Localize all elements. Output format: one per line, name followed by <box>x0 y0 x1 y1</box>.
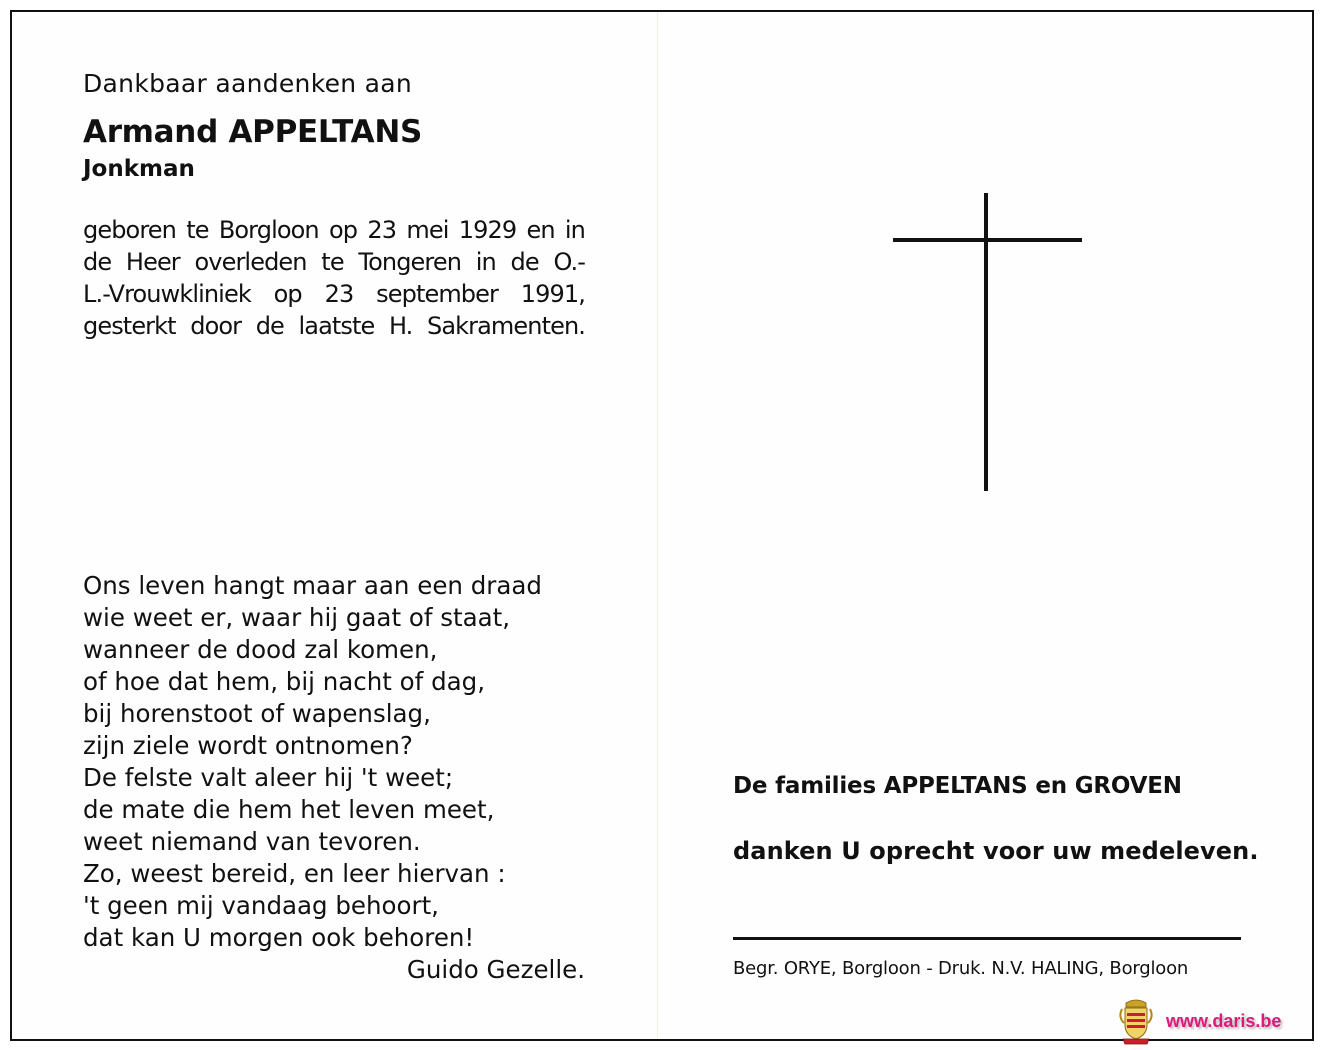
poem-line: 't geen mij vandaag behoort, <box>83 891 439 920</box>
thanks-message: danken U oprecht voor uw medeleven. <box>733 837 1259 865</box>
deceased-name: Armand APPELTANS <box>83 114 422 150</box>
crest-icon <box>1118 997 1154 1045</box>
poem-line: De felste valt aleer hij 't weet; <box>83 763 454 792</box>
bio-line: L.-Vrouwkliniek op 23 september 1991, <box>83 280 585 308</box>
poem-line: wie weet er, waar hij gaat of staat, <box>83 603 511 632</box>
poem-line: of hoe dat hem, bij nacht of dag, <box>83 667 485 696</box>
bio-line: geboren te Borgloon op 23 mei 1929 en in <box>83 216 585 244</box>
poem-author: Guido Gezelle. <box>406 955 585 984</box>
poem-line: zijn ziele wordt ontnomen? <box>83 731 413 760</box>
bio-line: gesterkt door de laatste H. Sakramenten. <box>83 312 585 340</box>
poem-line: weet niemand van tevoren. <box>83 827 421 856</box>
divider-rule <box>733 937 1241 940</box>
poem-line: dat kan U morgen ook behoren! <box>83 923 475 952</box>
poem-line: de mate die hem het leven meet, <box>83 795 495 824</box>
poem-line: Zo, weest bereid, en leer hiervan : <box>83 859 506 888</box>
card-fold-line <box>657 12 658 1038</box>
watermark-text[interactable]: www.daris.be <box>1166 1011 1282 1031</box>
thanks-families: De families APPELTANS en GROVEN <box>733 773 1182 799</box>
watermark <box>1118 997 1318 1047</box>
bio-line: de Heer overleden te Tongeren in de O.- <box>83 248 585 276</box>
poem <box>83 570 542 954</box>
poem-line: Ons leven hangt maar aan een draad <box>83 571 542 600</box>
printer-credits: Begr. ORYE, Borgloon - Druk. N.V. HALING, Borgloon <box>733 958 1189 979</box>
intro-text: Dankbaar aandenken aan <box>83 69 413 98</box>
biography <box>83 214 585 342</box>
poem-line: wanneer de dood zal komen, <box>83 635 438 664</box>
poem-line: bij horenstoot of wapenslag, <box>83 699 431 728</box>
marital-status: Jonkman <box>83 156 195 182</box>
cross-horizontal-bar <box>893 238 1082 242</box>
